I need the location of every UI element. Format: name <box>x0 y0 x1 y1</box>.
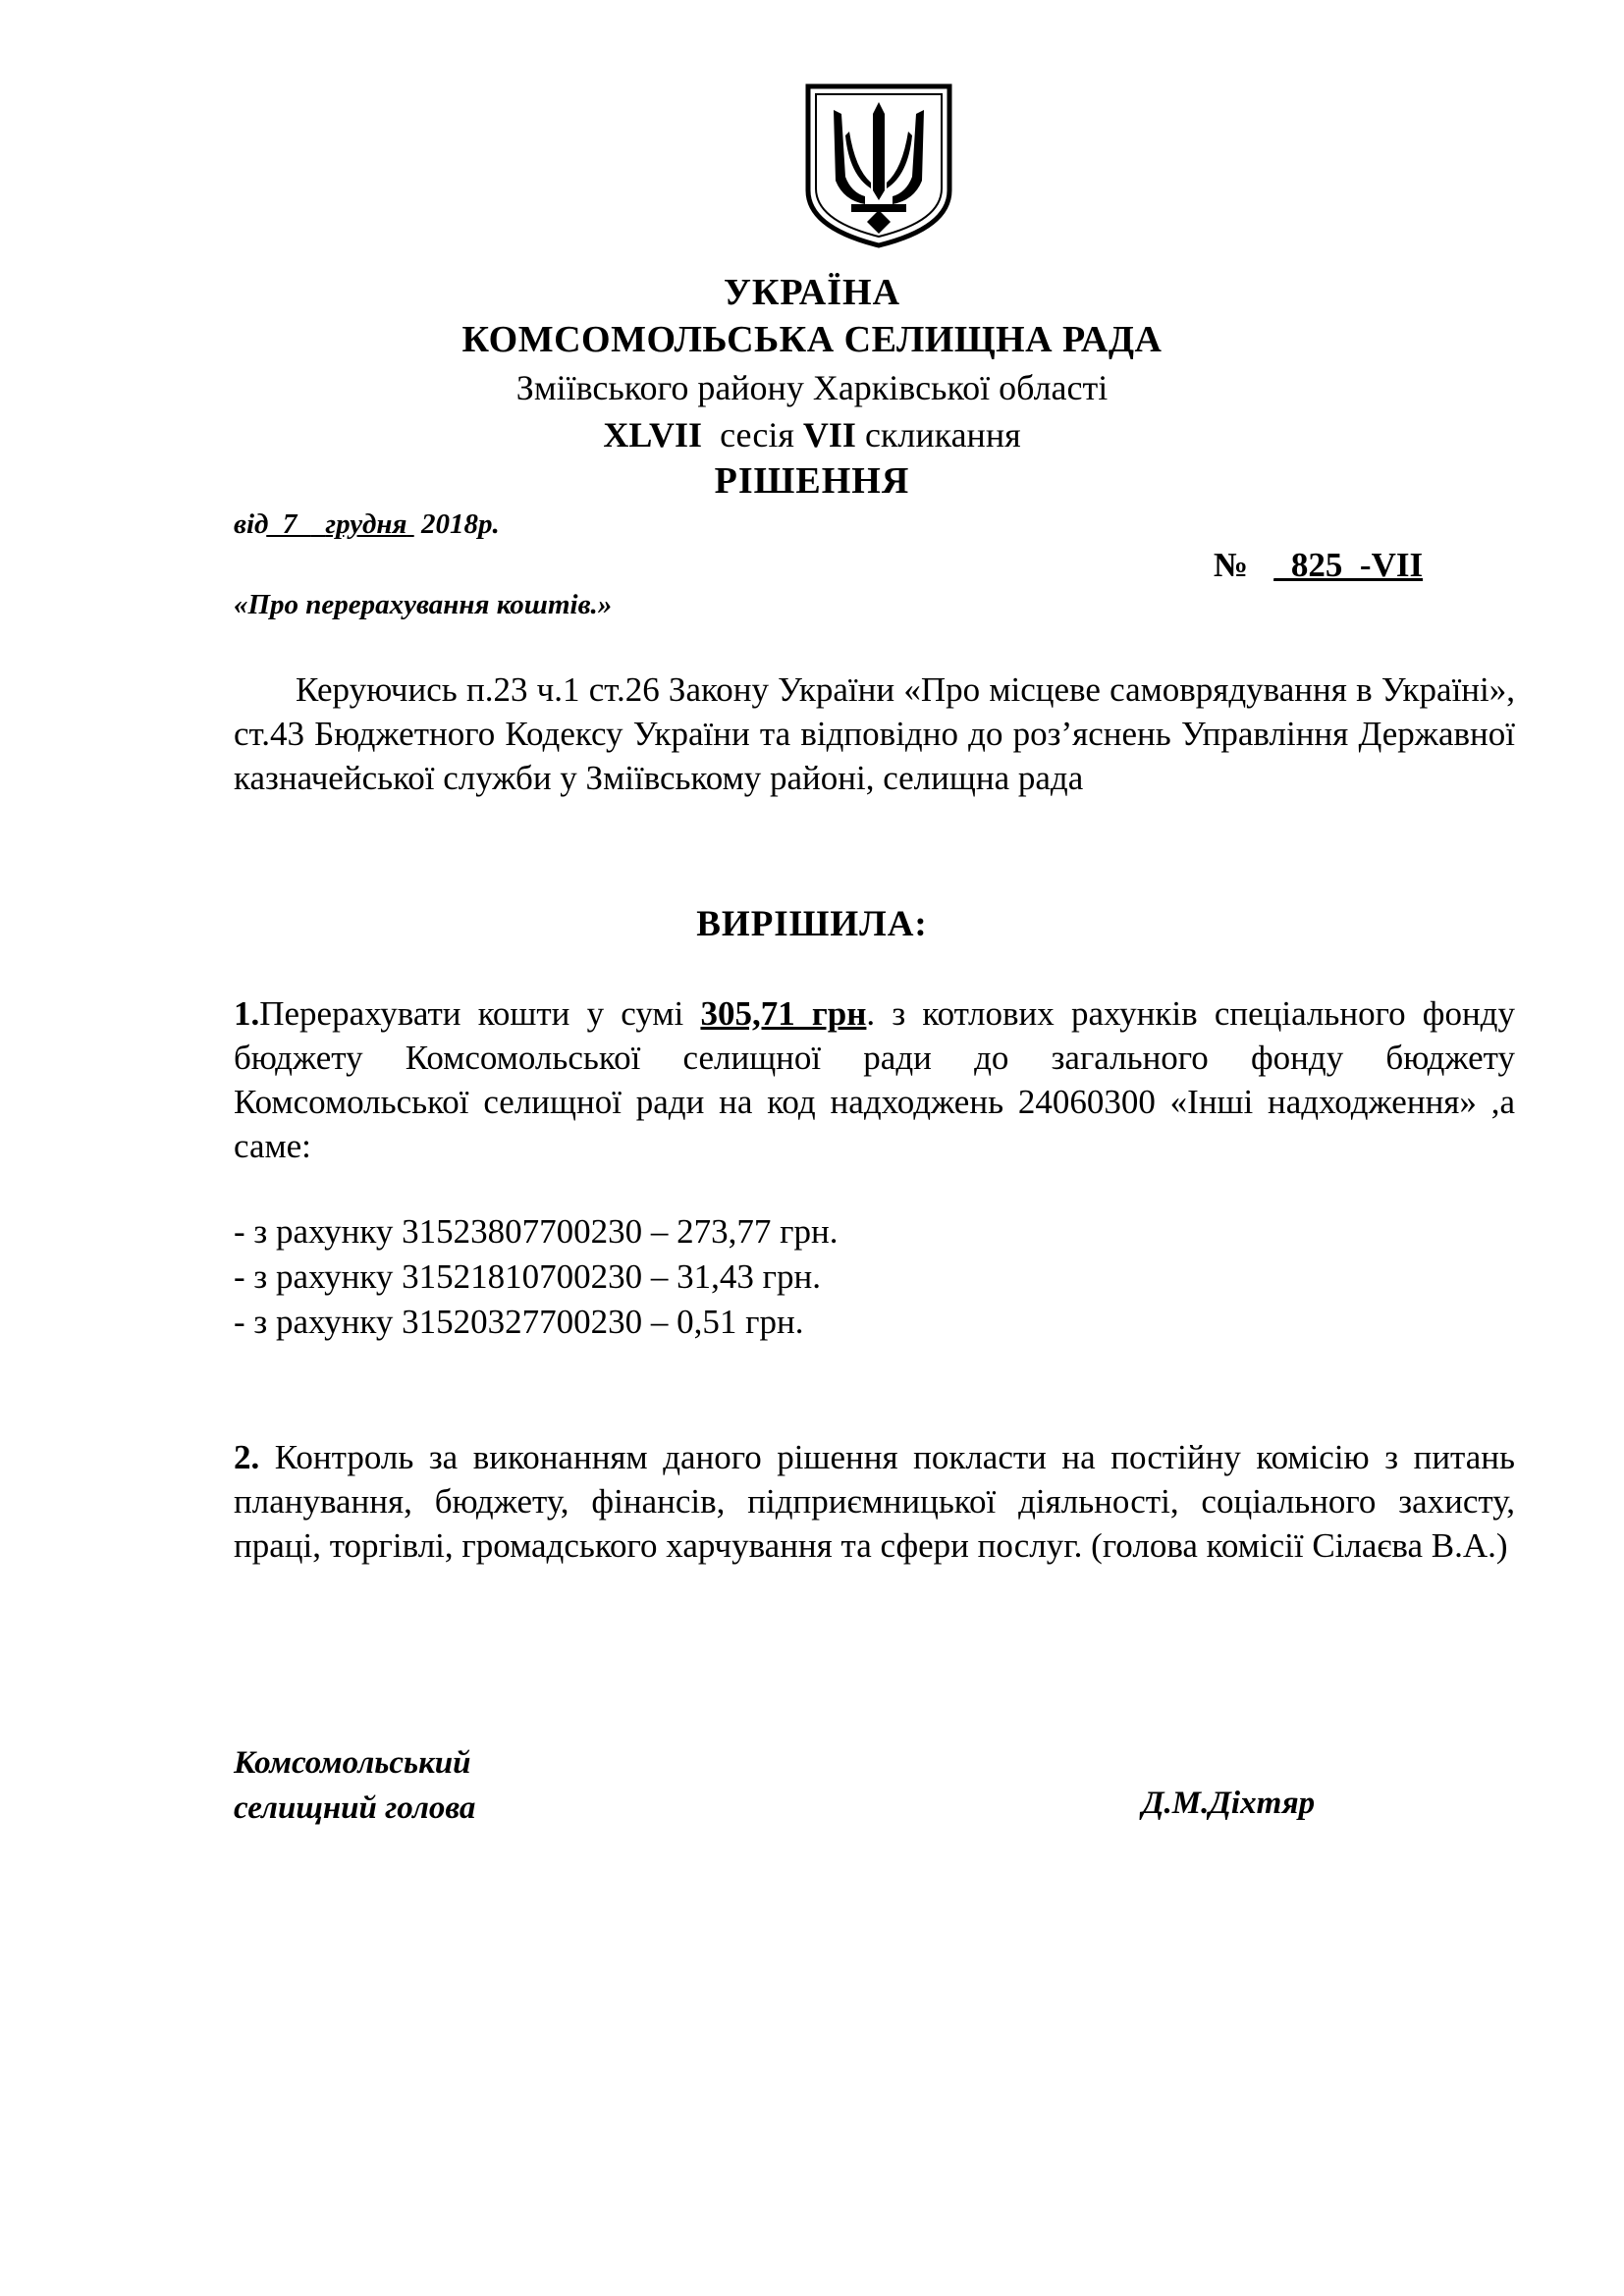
item-1-amount: 305,71 грн <box>700 994 867 1033</box>
convocation-number: VII <box>802 415 856 454</box>
district-subheading: Зміївського району Харківської області <box>515 368 1109 407</box>
council-heading: КОМСОМОЛЬСЬКА СЕЛИЩНА РАДА <box>461 319 1163 360</box>
resolved-heading: ВИРІШИЛА: <box>696 904 928 944</box>
item-1-number: 1. <box>234 994 260 1033</box>
trident-coat-of-arms-icon <box>800 80 957 249</box>
intro-paragraph: Керуючись п.23 ч.1 ст.26 Закону України «Про місцеве самоврядування в Україні», ст.43 Бюджетного Кодексу України та відповідно до роз’яснень Управління Державної казначейської служби у Зміївському районі, селищна рада <box>234 670 1515 797</box>
signatory-name: Д.М.Діхтяр <box>1142 1786 1316 1821</box>
country-heading: УКРАЇНА <box>723 272 901 313</box>
list-item: - з рахунку 31521810700230 – 31,43 грн. <box>234 1257 822 1296</box>
date-day: _7_ <box>268 508 311 540</box>
list-item: - з рахунку 31523807700230 – 273,77 грн. <box>234 1212 839 1251</box>
date-month-spacer-right <box>406 508 413 540</box>
item-1-text-before: Перерахувати кошти у сумі <box>259 994 701 1033</box>
item-2-number: 2. <box>234 1438 260 1476</box>
convocation-word: скликання <box>864 415 1021 454</box>
date-year: 2018р. <box>420 508 500 540</box>
date-prefix: від <box>234 508 269 540</box>
session-word: сесія <box>720 415 794 454</box>
session-line <box>0 414 1624 455</box>
item-1-text-after: . з котлових рахунків спеціального фонду бюджету Комсомольської селищної ради до загального фонду бюджету Комсомольської селищної ради на код надходжень 24060300 «Інші надходження» ,а саме: <box>234 994 1515 1165</box>
number-value: _825_-VII <box>1273 546 1424 584</box>
signatory-title-line-2: селищний голова <box>234 1790 476 1826</box>
item-1-paragraph <box>234 991 1515 1168</box>
number-label: № <box>1214 546 1249 584</box>
list-item: - з рахунку 31520327700230 – 0,51 грн. <box>234 1303 804 1341</box>
account-list <box>234 1209 839 1345</box>
document-type-heading: РІШЕННЯ <box>714 460 910 502</box>
signatory-title <box>234 1740 475 1831</box>
decision-subject: «Про перерахування коштів.» <box>234 589 613 620</box>
date-month: грудня <box>325 508 407 540</box>
signatory-title-line-1: Комсомольський <box>234 1745 471 1781</box>
date-month-spacer-left <box>311 508 326 540</box>
item-2-text: Контроль за виконанням даного рішення покласти на постійну комісію з питань планування, бюджету, фінансів, підприємницької діяльності, соціального захисту, праці, торгівлі, громадського харчування та сфери послуг. (голова комісії Сілаєва В.А.) <box>234 1438 1515 1565</box>
decision-date <box>234 508 500 541</box>
item-2-paragraph <box>234 1435 1515 1568</box>
decision-number <box>1214 546 1423 585</box>
session-number: XLVII <box>603 415 703 454</box>
